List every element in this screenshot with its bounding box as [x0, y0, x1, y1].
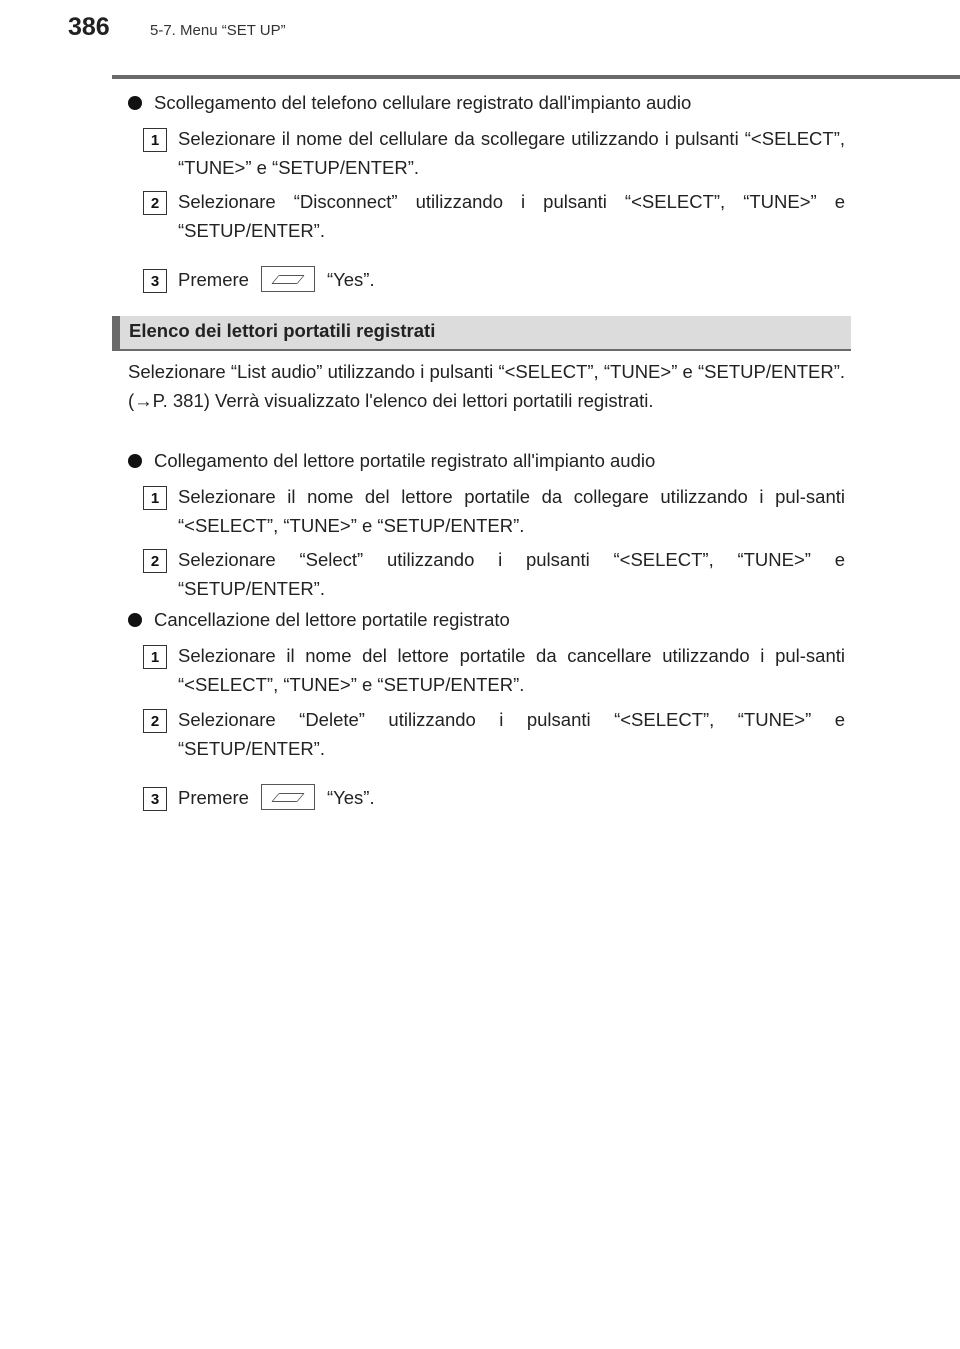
step-number-badge: 2	[143, 549, 167, 573]
step-number-badge: 3	[143, 269, 167, 293]
step-text: Selezionare il nome del lettore portatile da collegare utilizzando i pul-santi “<SELECT”, “TUNE>” e “SETUP/ENTER”.	[178, 486, 845, 536]
bullet-icon	[128, 613, 142, 627]
enter-button-icon	[261, 784, 315, 810]
step-text: Selezionare il nome del cellulare da scollegare utilizzando i pulsanti “<SELECT”, “TUNE>” e “SETUP/ENTER”.	[178, 128, 845, 178]
section-title: 5-7. Menu “SET UP”	[150, 22, 286, 39]
press-label: Premere	[178, 787, 249, 808]
bullet-icon	[128, 454, 142, 468]
section-subheader	[112, 316, 851, 351]
press-target: “Yes”.	[326, 269, 375, 290]
press-label: Premere	[178, 269, 249, 290]
bullet-title: Scollegamento del telefono cellulare registrato dall'impianto audio	[154, 92, 692, 113]
press-instruction	[178, 783, 375, 812]
step-text: Selezionare “Disconnect” utilizzando i pulsanti “<SELECT”, “TUNE>” e “SETUP/ENTER”.	[178, 191, 845, 241]
step-number-badge: 1	[143, 486, 167, 510]
bullet-delete-player	[128, 605, 510, 635]
subheader-accent-bar	[112, 316, 120, 351]
header-divider	[112, 75, 960, 79]
step-number-badge: 2	[143, 709, 167, 733]
step-text: Selezionare “Delete” utilizzando i pulsanti “<SELECT”, “TUNE>” e “SETUP/ENTER”.	[178, 709, 845, 759]
bullet-title: Collegamento del lettore portatile registrato all'impianto audio	[154, 450, 656, 471]
step-number-badge: 1	[143, 128, 167, 152]
intro-paragraph: Selezionare “List audio” utilizzando i pulsanti “<SELECT”, “TUNE>” e “SETUP/ENTER”. (→P. 381) Verrà visualizzato l'elenco dei lettori portatili registrati.	[128, 361, 845, 411]
step-text: Selezionare il nome del lettore portatile da cancellare utilizzando i pul-santi “<SELECT”, “TUNE>” e “SETUP/ENTER”.	[178, 645, 845, 695]
bullet-icon	[128, 96, 142, 110]
step-number-badge: 2	[143, 191, 167, 215]
step-number-badge: 1	[143, 645, 167, 669]
bullet-disconnect-phone	[128, 88, 691, 118]
step-text: Selezionare “Select” utilizzando i pulsanti “<SELECT”, “TUNE>” e “SETUP/ENTER”.	[178, 549, 845, 599]
page-header	[0, 0, 960, 80]
page-number: 386	[68, 13, 110, 41]
press-target: “Yes”.	[326, 787, 375, 808]
bullet-title: Cancellazione del lettore portatile registrato	[154, 609, 510, 630]
step-number-badge: 3	[143, 787, 167, 811]
bullet-connect-player	[128, 446, 655, 476]
press-instruction	[178, 265, 375, 294]
enter-button-icon	[261, 266, 315, 292]
subheader-title: Elenco dei lettori portatili registrati	[129, 320, 436, 341]
